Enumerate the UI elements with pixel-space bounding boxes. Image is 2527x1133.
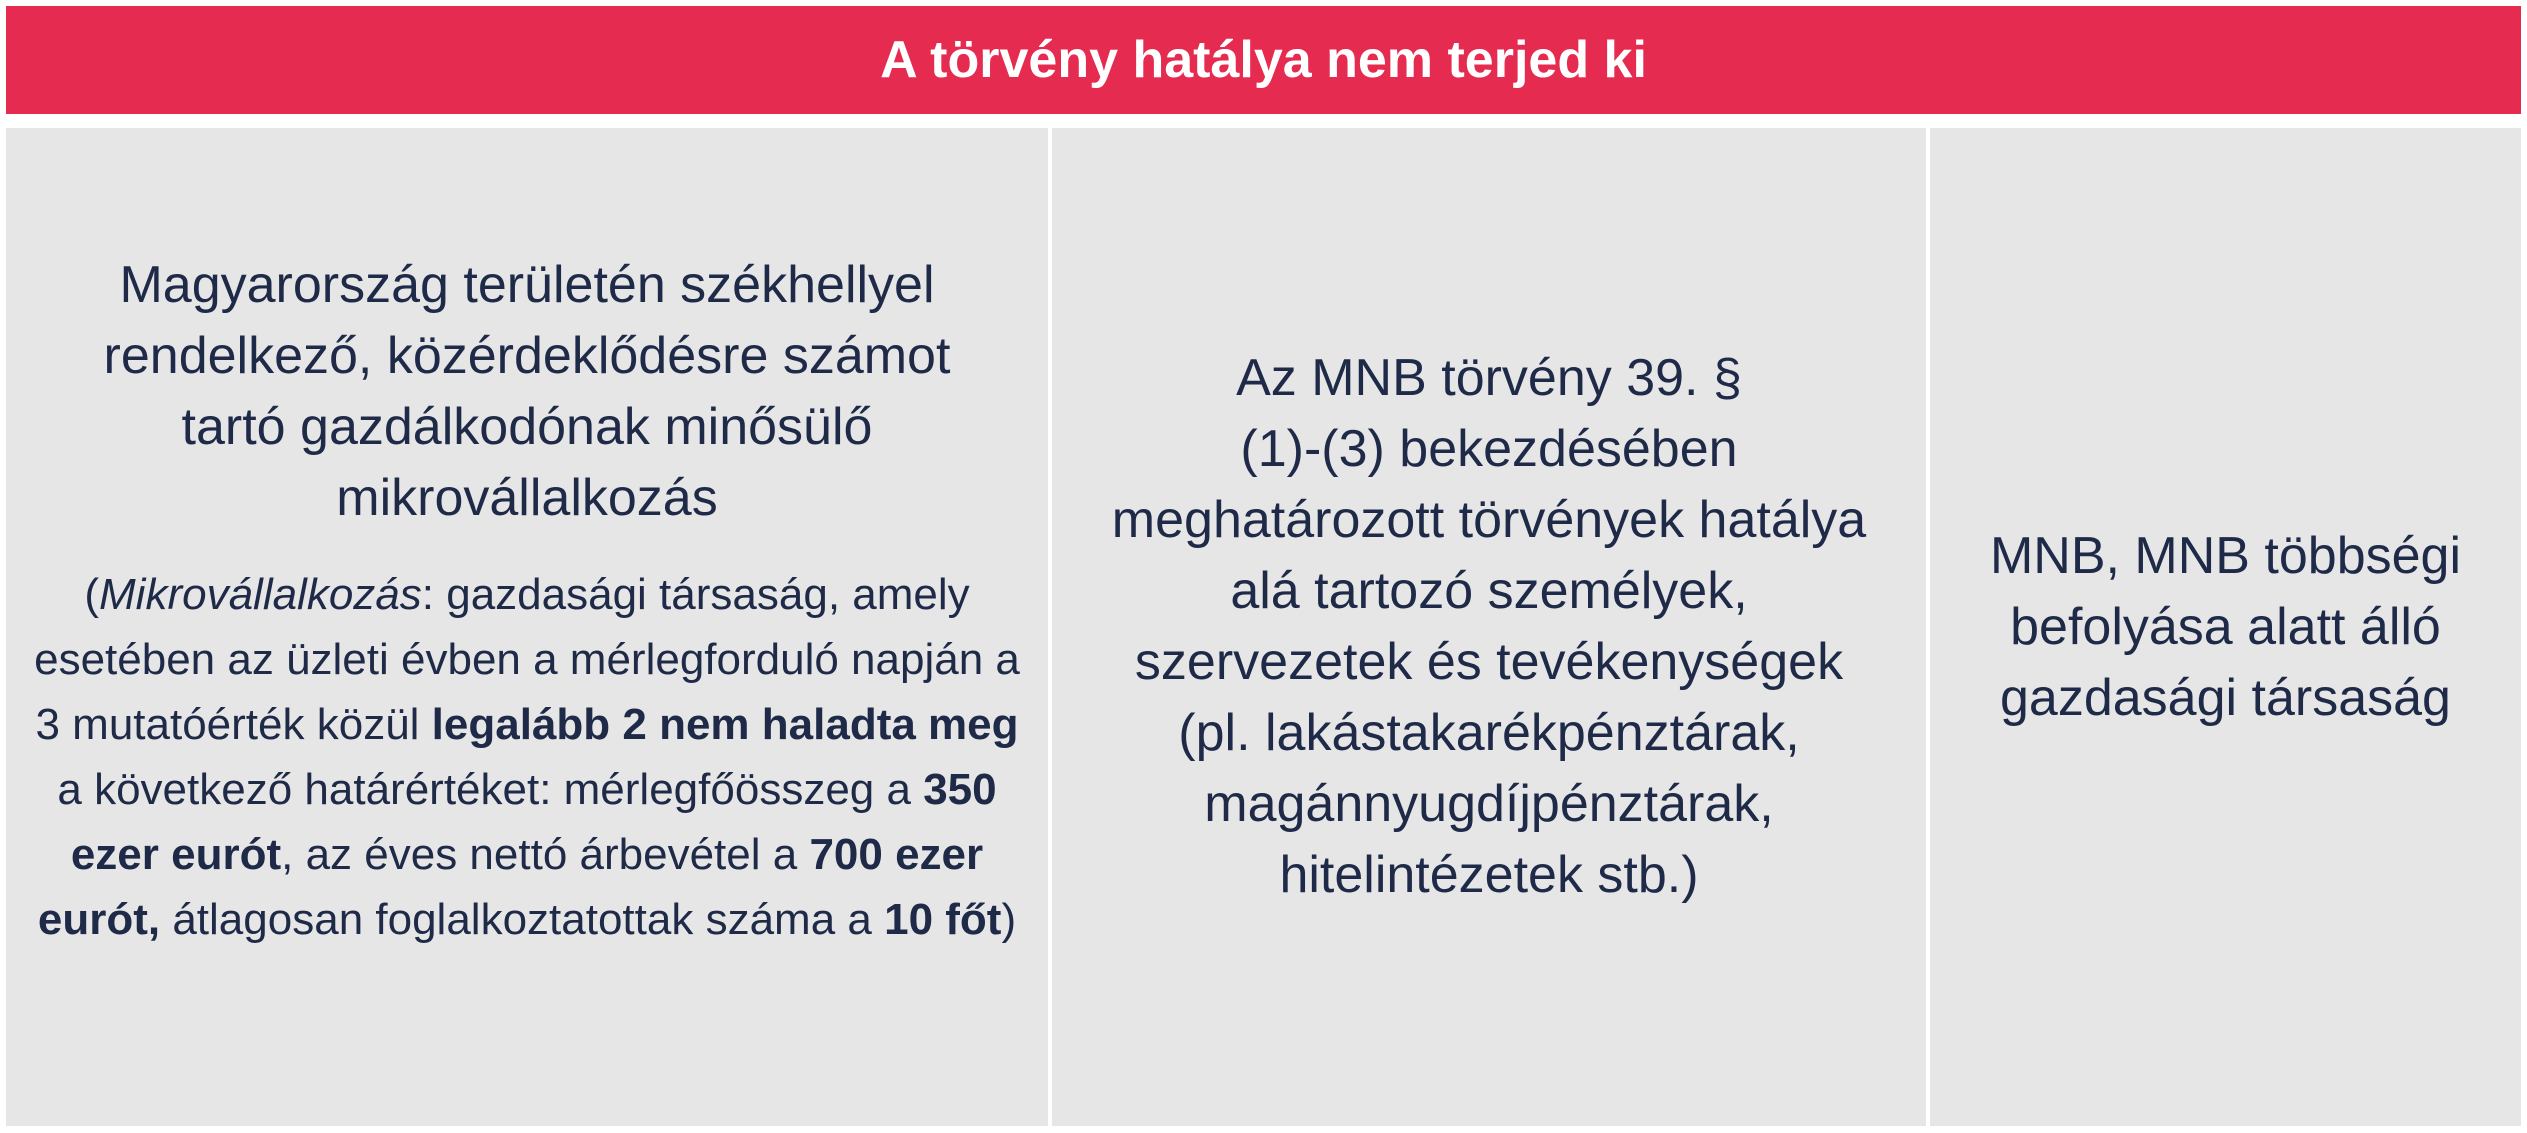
table-header	[6, 6, 2521, 114]
text-line: hitelintézetek stb.)	[1279, 846, 1699, 904]
text-line: befolyása alatt álló	[2010, 597, 2441, 656]
text-line: (pl. lakástakarékpénztárak,	[1178, 704, 1800, 762]
emphasis-revenue: 700 ezer eurót,	[37, 830, 984, 944]
text-line: szervezetek és tevékenységek	[1134, 633, 1844, 691]
definition-text: , az éves nettó árbevétel a	[281, 830, 810, 879]
text-line: tartó gazdálkodónak minősülő	[181, 398, 873, 456]
definition-text: átlagosan foglalkoztatottak száma a	[160, 895, 885, 944]
cell-mnb-law	[1052, 128, 1926, 1126]
text-line: MNB, MNB többségi	[1989, 526, 2462, 585]
text-line: alá tartozó személyek,	[1230, 562, 1748, 620]
defined-term: Mikrovállalkozás	[99, 570, 422, 619]
paren-open: (	[84, 570, 100, 619]
mnb-law-text	[1112, 343, 1866, 911]
text-line: meghatározott törvények hatálya	[1111, 491, 1867, 549]
paren-close: )	[1001, 895, 1017, 944]
definition-text: a következő határértéket: mérlegfőösszeg a	[57, 765, 924, 814]
cell-microenterprise	[6, 128, 1048, 1126]
text-line: Magyarország területén székhellyel	[119, 256, 935, 314]
emphasis-threshold-count: legalább 2 nem haladta meg	[431, 700, 1019, 749]
text-line: magánnyugdíjpénztárak,	[1204, 775, 1774, 833]
header-title: A törvény hatálya nem terjed ki	[880, 31, 1647, 89]
mnb-companies-text	[1990, 521, 2461, 734]
emphasis-employees: 10 főt	[884, 895, 1002, 944]
cell-mnb-companies	[1930, 128, 2521, 1126]
definition-text: : gazdasági társaság, amely esetében az üzleti évben a mérlegforduló napján a 3 mutatóérték közül	[34, 570, 1020, 749]
text-line: mikrovállalkozás	[336, 469, 718, 527]
text-line: rendelkező, közérdeklődésre számot	[103, 327, 951, 385]
text-line: Az MNB törvény 39. §	[1236, 349, 1742, 407]
text-line: gazdasági társaság	[2000, 668, 2451, 727]
emphasis-balance-sheet: 350 ezer eurót	[70, 765, 997, 879]
text-line: (1)-(3) bekezdésében	[1240, 420, 1738, 478]
microenterprise-text	[104, 250, 951, 534]
microenterprise-definition	[26, 562, 1028, 952]
